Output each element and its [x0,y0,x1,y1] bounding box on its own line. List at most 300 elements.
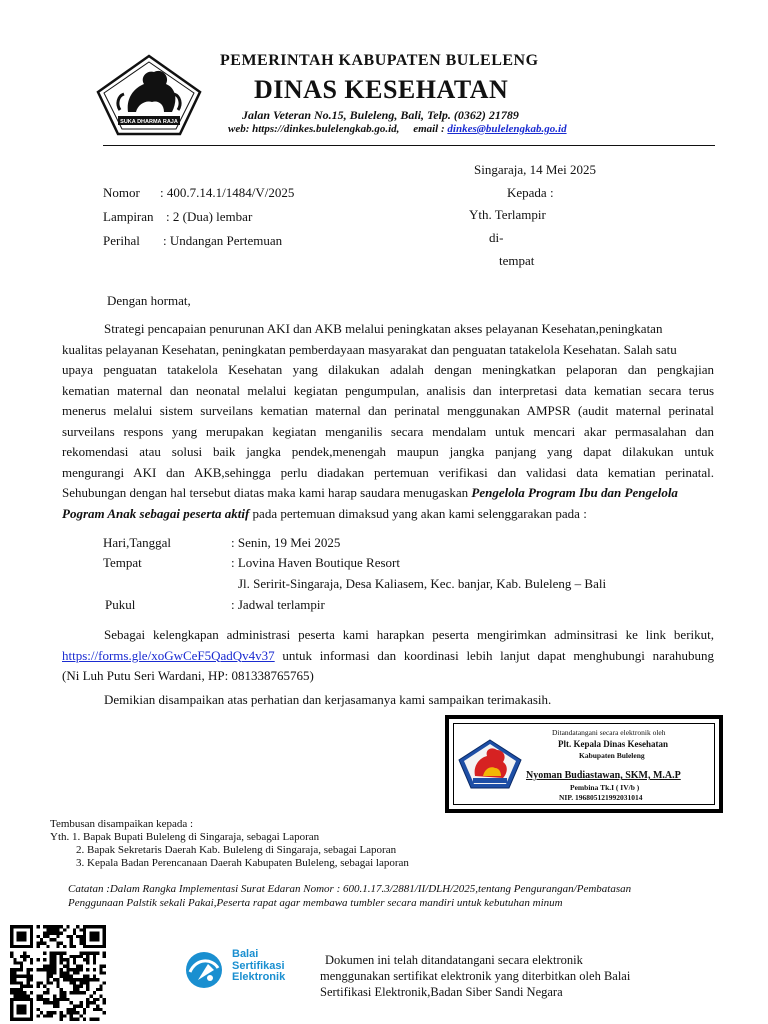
qr-module [86,998,89,1001]
qr-module [20,1008,23,1011]
qr-module [99,1008,102,1011]
bsre-word: Sertifikasi [232,959,285,972]
header-agency: DINAS KESEHATAN [254,75,509,104]
qr-module [99,945,102,948]
qr-module [103,938,106,941]
qr-module [89,978,92,981]
qr-module [70,938,73,941]
header-email-label: email : [413,123,445,135]
p1-line: kematian maternal dan neonatal melalui kegiatan pengumpulan, analisis dan interpretasi data kematian secara terus [62,382,714,398]
qr-module [40,968,43,971]
qr-module [20,945,23,948]
qr-module [43,968,46,971]
qr-module [93,932,96,935]
qr-module [76,1004,79,1007]
qr-module [60,998,63,1001]
qr-module [80,951,83,954]
qr-module [53,925,56,928]
qr-module [76,1011,79,1014]
bsre-word: Balai [232,948,259,960]
qr-module [76,925,79,928]
qr-module [93,925,96,928]
buleleng-logo-icon [96,54,202,136]
qr-module [27,925,30,928]
qr-module [86,985,89,988]
qr-module [40,981,43,984]
qr-module [50,1011,53,1014]
qr-module [93,991,96,994]
qr-module [99,988,102,991]
qr-module [10,932,13,935]
qr-module [70,1008,73,1011]
qr-module [63,978,66,981]
qr-module [80,968,83,971]
qr-module [73,961,76,964]
qr-module [96,988,99,991]
qr-module [66,961,69,964]
qr-module [30,998,33,1001]
qr-module [53,951,56,954]
qr-module [83,932,86,935]
qr-module [20,938,23,941]
qr-module [70,1018,73,1021]
greeting: Dengan hormat, [107,293,191,308]
qr-module [80,942,83,945]
qr-module [13,968,16,971]
qr-module [73,991,76,994]
p1-line: mengurangi AKI dan AKB,sehingga perlu diadakan pertemuan verifikasi dan validasi data kematian perinatal. [62,464,714,480]
p1-line: rekomendasi atau solusi baik jangka pendek,menengah maupun jangka panjang yang dapat dilakukan untuk [62,444,714,459]
qr-module [10,1011,13,1014]
qr-module [63,951,66,954]
qr-module [30,968,33,971]
recipient-tempat: tempat [499,253,535,268]
qr-module [23,995,26,998]
qr-module [50,955,53,958]
qr-module [17,1011,20,1014]
qr-module [80,1004,83,1007]
qr-module [27,945,30,948]
qr-module [46,928,49,931]
qr-module [60,1011,63,1014]
qr-module [86,945,89,948]
qr-module [89,935,92,938]
qr-module [23,1008,26,1011]
qr-module [53,998,56,1001]
qr-module [56,942,59,945]
qr-module [53,1011,56,1014]
qr-module [93,1001,96,1004]
qr-module [17,995,20,998]
qr-module [63,991,66,994]
qr-module [86,951,89,954]
qr-module [86,981,89,984]
qr-module [46,991,49,994]
qr-module [73,971,76,974]
qr-module [60,925,63,928]
qr-module [80,1014,83,1017]
qr-module [30,932,33,935]
qr-module [13,978,16,981]
header-address: Jalan Veteran No.15, Buleleng, Bali, Telp. (0362) 21789 [242,108,519,122]
qr-module [60,968,63,971]
p1-text: pada pertemuan dimaksud yang akan kami selenggarakan pada : [252,505,587,521]
qr-module [53,1004,56,1007]
sig-e-sign-label: Ditandatangani secara elektronik oleh [552,728,666,737]
qr-module [46,965,49,968]
qr-module [43,1014,46,1017]
pukul-value: : Jadwal terlampir [231,597,325,612]
recipient-yth: Yth. Terlampir [469,207,546,222]
qr-module [10,988,13,991]
logo-motto: SUKA DHARMA RAJA [120,119,178,125]
registration-form-link[interactable]: https://forms.gle/xoGwCeF5QadQv4v37 [62,647,275,663]
qr-module [40,998,43,1001]
qr-module [27,995,30,998]
qr-module [56,932,59,935]
qr-module [93,961,96,964]
tembusan-item-1: Yth. 1. Bapak Bupati Buleleng di Singaraja, sebagai Laporan [50,831,320,843]
pukul-label: Pukul [105,597,136,612]
qr-module [70,991,73,994]
qr-module [53,1001,56,1004]
qr-module [89,1018,92,1021]
p2-text: untuk informasi dan koordinasi lebih lanjut dapat menghubungi narahubung [282,647,714,663]
qr-module [20,961,23,964]
qr-module [30,1011,33,1014]
qr-module [70,942,73,945]
qr-module [46,978,49,981]
qr-module [60,1018,63,1021]
qr-module [13,971,16,974]
qr-module [10,998,13,1001]
hari-label: Hari,Tanggal [103,535,172,550]
qr-module [13,958,16,961]
qr-module [63,945,66,948]
qr-module [36,958,39,961]
qr-module [50,961,53,964]
qr-module [93,1018,96,1021]
qr-module [20,925,23,928]
qr-module [76,965,79,968]
qr-module [10,975,13,978]
qr-module [13,998,16,1001]
qr-module [93,938,96,941]
p2-line: Sebagai kelengkapan administrasi peserta kami harapkan peserta mengirimkan adminsitrasi ke link berikut, [104,627,714,642]
header-email-link[interactable]: dinkes@bulelengkab.go.id [447,123,567,135]
qr-module [10,925,13,928]
qr-module [10,945,13,948]
sig-rank: Pembina Tk.I ( IV/b ) [570,783,640,792]
qr-module [103,965,106,968]
qr-module [83,951,86,954]
qr-module [10,928,13,931]
qr-module [63,1014,66,1017]
qr-module [43,932,46,935]
qr-module [13,961,16,964]
qr-module [96,978,99,981]
qr-module [10,935,13,938]
qr-module [83,958,86,961]
qr-module [99,925,102,928]
qr-module [20,965,23,968]
qr-module [23,955,26,958]
qr-module [53,995,56,998]
qr-module [73,928,76,931]
qr-module [46,1014,49,1017]
qr-module [13,981,16,984]
qr-module [103,945,106,948]
tempat-label: Tempat [103,555,142,570]
p1-emphasis: Pogram Anak sebagai peserta aktif [62,505,250,521]
qr-module [13,995,16,998]
perihal-label: Perihal [103,233,140,248]
qr-module [40,1011,43,1014]
qr-module [10,1001,13,1004]
qr-module [83,938,86,941]
qr-module [13,975,16,978]
qr-module [93,958,96,961]
qr-module [36,985,39,988]
bsre-wordmark [232,949,285,984]
qr-module [10,968,13,971]
paragraph-2 [62,625,714,687]
qr-module [103,1001,106,1004]
qr-module [43,958,46,961]
nomor-label: Nomor [103,185,140,200]
qr-module [76,935,79,938]
qr-module [53,971,56,974]
qr-module [56,945,59,948]
qr-module [40,942,43,945]
qr-module [66,925,69,928]
qr-module [89,951,92,954]
qr-module [60,1014,63,1017]
qr-module [86,961,89,964]
closing: Demikian disampaikan atas perhatian dan kerjasamanya kami sampaikan terimakasih. [104,692,552,707]
qr-module [56,978,59,981]
qr-module [83,1018,86,1021]
p1-emphasis: Pengelola Program Ibu dan Pengelola [471,485,678,500]
qr-module [96,945,99,948]
qr-module [96,1004,99,1007]
qr-module [96,951,99,954]
qr-module [83,991,86,994]
qr-module [93,978,96,981]
qr-code-icon [10,925,106,1021]
qr-module [36,1008,39,1011]
qr-module [20,1011,23,1014]
header-web: web: https://dinkes.bulelengkab.go.id, [228,123,400,135]
qr-module [40,938,43,941]
qr-module [103,935,106,938]
qr-module [83,1008,86,1011]
qr-module [93,968,96,971]
qr-module [53,958,56,961]
qr-module [66,1011,69,1014]
qr-module [89,995,92,998]
qr-module [70,1001,73,1004]
qr-module [46,932,49,935]
qr-module [86,988,89,991]
qr-module [99,968,102,971]
tembusan-item-2: 2. Bapak Sekretaris Daerah Kab. Buleleng di Singaraja, sebagai Laporan [76,844,397,856]
qr-module [10,981,13,984]
qr-module [53,968,56,971]
qr-module [93,955,96,958]
qr-module [20,995,23,998]
qr-module [10,938,13,941]
qr-module [27,1018,30,1021]
qr-module [46,968,49,971]
qr-module [20,981,23,984]
qr-module [17,998,20,1001]
qr-module [60,958,63,961]
qr-module [96,932,99,935]
qr-module [30,925,33,928]
qr-module [46,971,49,974]
qr-module [20,935,23,938]
qr-module [93,1008,96,1011]
qr-module [43,965,46,968]
sig-position: Plt. Kepala Dinas Kesehatan [558,739,669,749]
qr-module [103,932,106,935]
qr-module [23,925,26,928]
qr-module [53,938,56,941]
qr-module [53,978,56,981]
qr-module [10,1004,13,1007]
qr-module [17,981,20,984]
qr-module [80,955,83,958]
qr-module [70,1011,73,1014]
qr-module [46,925,49,928]
qr-module [10,955,13,958]
qr-module [20,988,23,991]
qr-module [70,981,73,984]
qr-module [56,935,59,938]
qr-module [50,958,53,961]
qr-module [96,935,99,938]
qr-module [76,968,79,971]
qr-module [46,935,49,938]
qr-module [53,928,56,931]
p1-text: Sehubungan dengan hal tersebut diatas maka kami harap saudara menugaskan [62,485,469,500]
qr-module [66,965,69,968]
qr-module [10,942,13,945]
qr-module [53,961,56,964]
qr-module [66,935,69,938]
qr-module [27,968,30,971]
lampiran-label: Lampiran [103,209,154,224]
qr-module [83,925,86,928]
qr-module [30,961,33,964]
qr-module [13,1018,16,1021]
perihal-value: : Undangan Pertemuan [163,233,283,248]
qr-module [23,998,26,1001]
qr-module [73,981,76,984]
qr-module [23,932,26,935]
qr-module [56,925,59,928]
qr-module [60,961,63,964]
qr-module [10,1014,13,1017]
place-date: Singaraja, 14 Mei 2025 [474,162,597,177]
qr-module [99,965,102,968]
qr-module [66,958,69,961]
catatan-line-2: Penggunaan Palstik sekali Pakai,Peserta rapat agar membawa tumbler secara mandiri untuk kebutuhan minum [68,897,563,909]
tembusan-title: Tembusan disampaikan kepada : [50,818,194,830]
qr-module [86,1001,89,1004]
qr-module [40,995,43,998]
p2-line-2 [62,646,714,667]
qr-module [70,935,73,938]
qr-module [89,932,92,935]
bsre-word: Elektronik [232,971,286,983]
qr-module [80,928,83,931]
qr-module [70,978,73,981]
qr-module [17,991,20,994]
qr-module [20,955,23,958]
qr-module [46,988,49,991]
qr-module [76,978,79,981]
qr-module [50,968,53,971]
qr-module [99,995,102,998]
qr-module [93,998,96,1001]
qr-module [56,998,59,1001]
buleleng-emblem-icon [457,738,523,790]
qr-module [96,1008,99,1011]
qr-module [76,988,79,991]
e-signature-inner [453,723,715,805]
qr-module [10,978,13,981]
qr-module [99,985,102,988]
qr-module [50,925,53,928]
qr-module [20,985,23,988]
qr-module [80,965,83,968]
qr-module [80,991,83,994]
header-government: PEMERINTAH KABUPATEN BULELENG [220,52,539,69]
qr-module [83,928,86,931]
qr-module [89,938,92,941]
qr-module [23,991,26,994]
qr-module [96,998,99,1001]
qr-module [46,975,49,978]
qr-module [10,991,13,994]
qr-module [70,975,73,978]
qr-module [70,968,73,971]
qr-module [73,968,76,971]
qr-module [36,945,39,948]
qr-module [30,958,33,961]
qr-module [73,955,76,958]
qr-module [27,985,30,988]
qr-module [66,971,69,974]
header-contact [228,123,567,135]
qr-module [36,935,39,938]
qr-module [27,978,30,981]
qr-module [63,998,66,1001]
qr-module [20,968,23,971]
qr-module [30,1001,33,1004]
qr-module [17,968,20,971]
qr-module [30,1014,33,1017]
qr-module [56,981,59,984]
qr-module [80,935,83,938]
qr-module [43,991,46,994]
qr-module [83,978,86,981]
sig-nip: NIP. 196805121992031014 [559,793,643,802]
catatan-line-1: Catatan :Dalam Rangka Implementasi Surat Edaran Nomor : 600.1.17.3/2881/II/DLH/2025,tentang Pengurangan/Pembatasan [68,883,632,895]
qr-module [17,938,20,941]
